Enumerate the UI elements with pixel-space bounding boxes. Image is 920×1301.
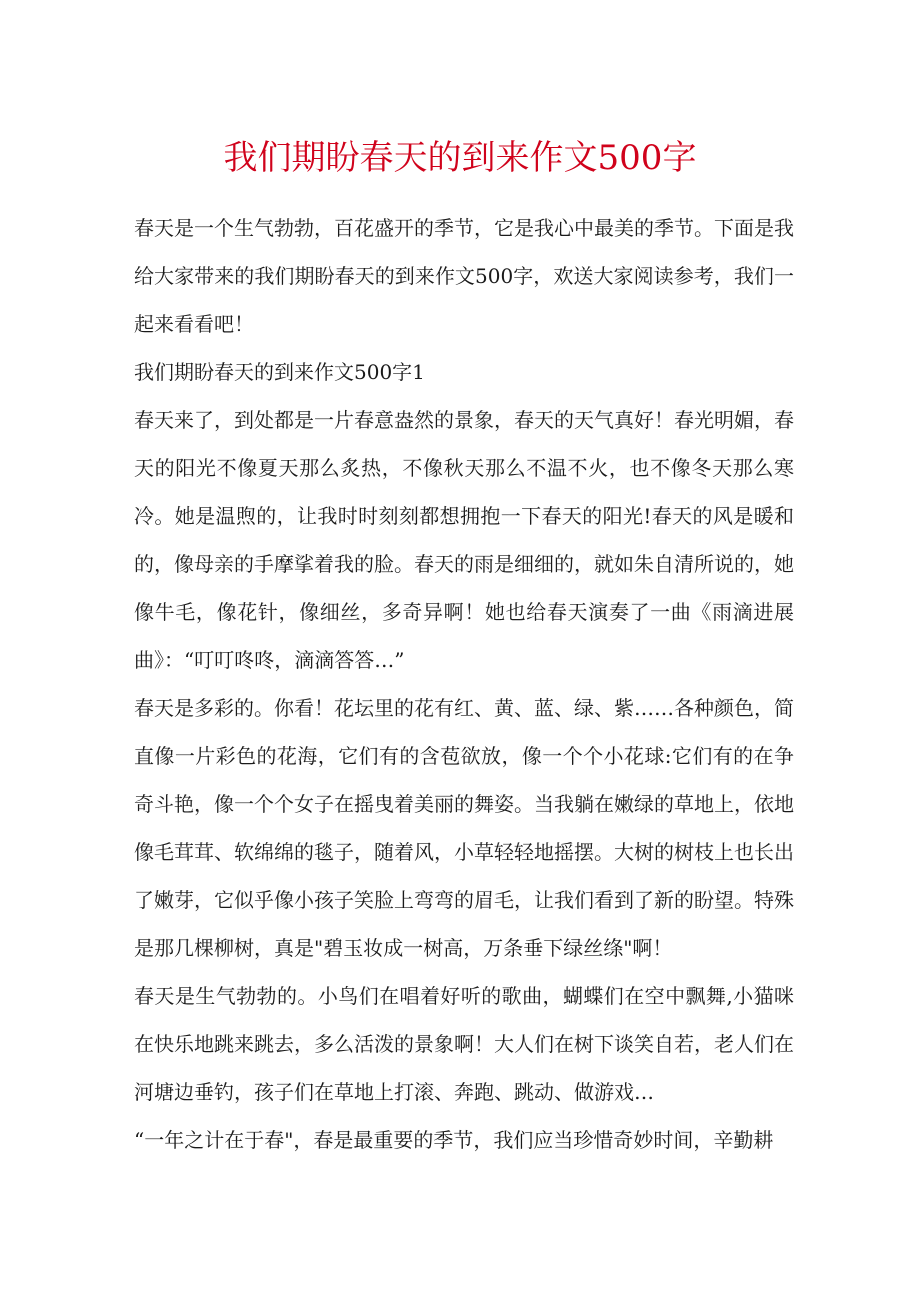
section-heading: 我们期盼春天的到来作文500字1 xyxy=(134,360,425,384)
paragraph-spring-colors: 春天是多彩的。你看！花坛里的花有红、黄、蓝、绿、紫……各种颜色，简直像一片彩色的花海，它们有的含苞欲放，像一个个小花球:它们有的在争奇斗艳，像一个个女子在摇曳着美丽的舞姿。当我躺在嫩绿的草地上，依地像毛茸茸、软绵绵的毯子，随着风，小草轻轻地摇摆。大树的树枝上也长出了嫩芽，它似乎像小孩子笑脸上弯弯的眉毛，让我们看到了新的盼望。特殊是那几棵柳树，真是"碧玉妆成一树高，万条垂下绿丝绦"啊！ xyxy=(134,696,794,960)
intro-paragraph: 春天是一个生气勃勃，百花盛开的季节，它是我心中最美的季节。下面是我给大家带来的我们期盼春天的到来作文500字，欢送大家阅读参考，我们一起来看看吧！ xyxy=(134,216,794,336)
paragraph-spring-plan: “一年之计在于春"，春是最重要的季节，我们应当珍惜奇妙时间，辛勤耕 xyxy=(134,1128,774,1152)
paragraph-spring-life: 春天是生气勃勃的。小鸟们在唱着好听的歌曲，蝴蝶们在空中飘舞,小猫咪在快乐地跳来跳去，多么活泼的景象啊！大人们在树下谈笑自若，老人们在河塘边垂钓，孩子们在草地上打滚、奔跑、跳动、做游戏… xyxy=(134,984,794,1104)
article-body xyxy=(134,204,794,1164)
page-title: 我们期盼春天的到来作文500字 xyxy=(223,138,697,178)
paragraph-spring-weather: 春天来了，到处都是一片春意盎然的景象，春天的天气真好！春光明媚，春天的阳光不像夏天那么炙热，不像秋天那么不温不火，也不像冬天那么寒冷。她是温煦的，让我时时刻刻都想拥抱一下春天的阳光!春天的风是暖和的，像母亲的手摩挲着我的脸。春天的雨是细细的，就如朱自清所说的，她像牛毛，像花针，像细丝，多奇异啊！她也给春天演奏了一曲《雨滴进展曲》：“叮叮咚咚，滴滴答答…” xyxy=(134,408,794,672)
